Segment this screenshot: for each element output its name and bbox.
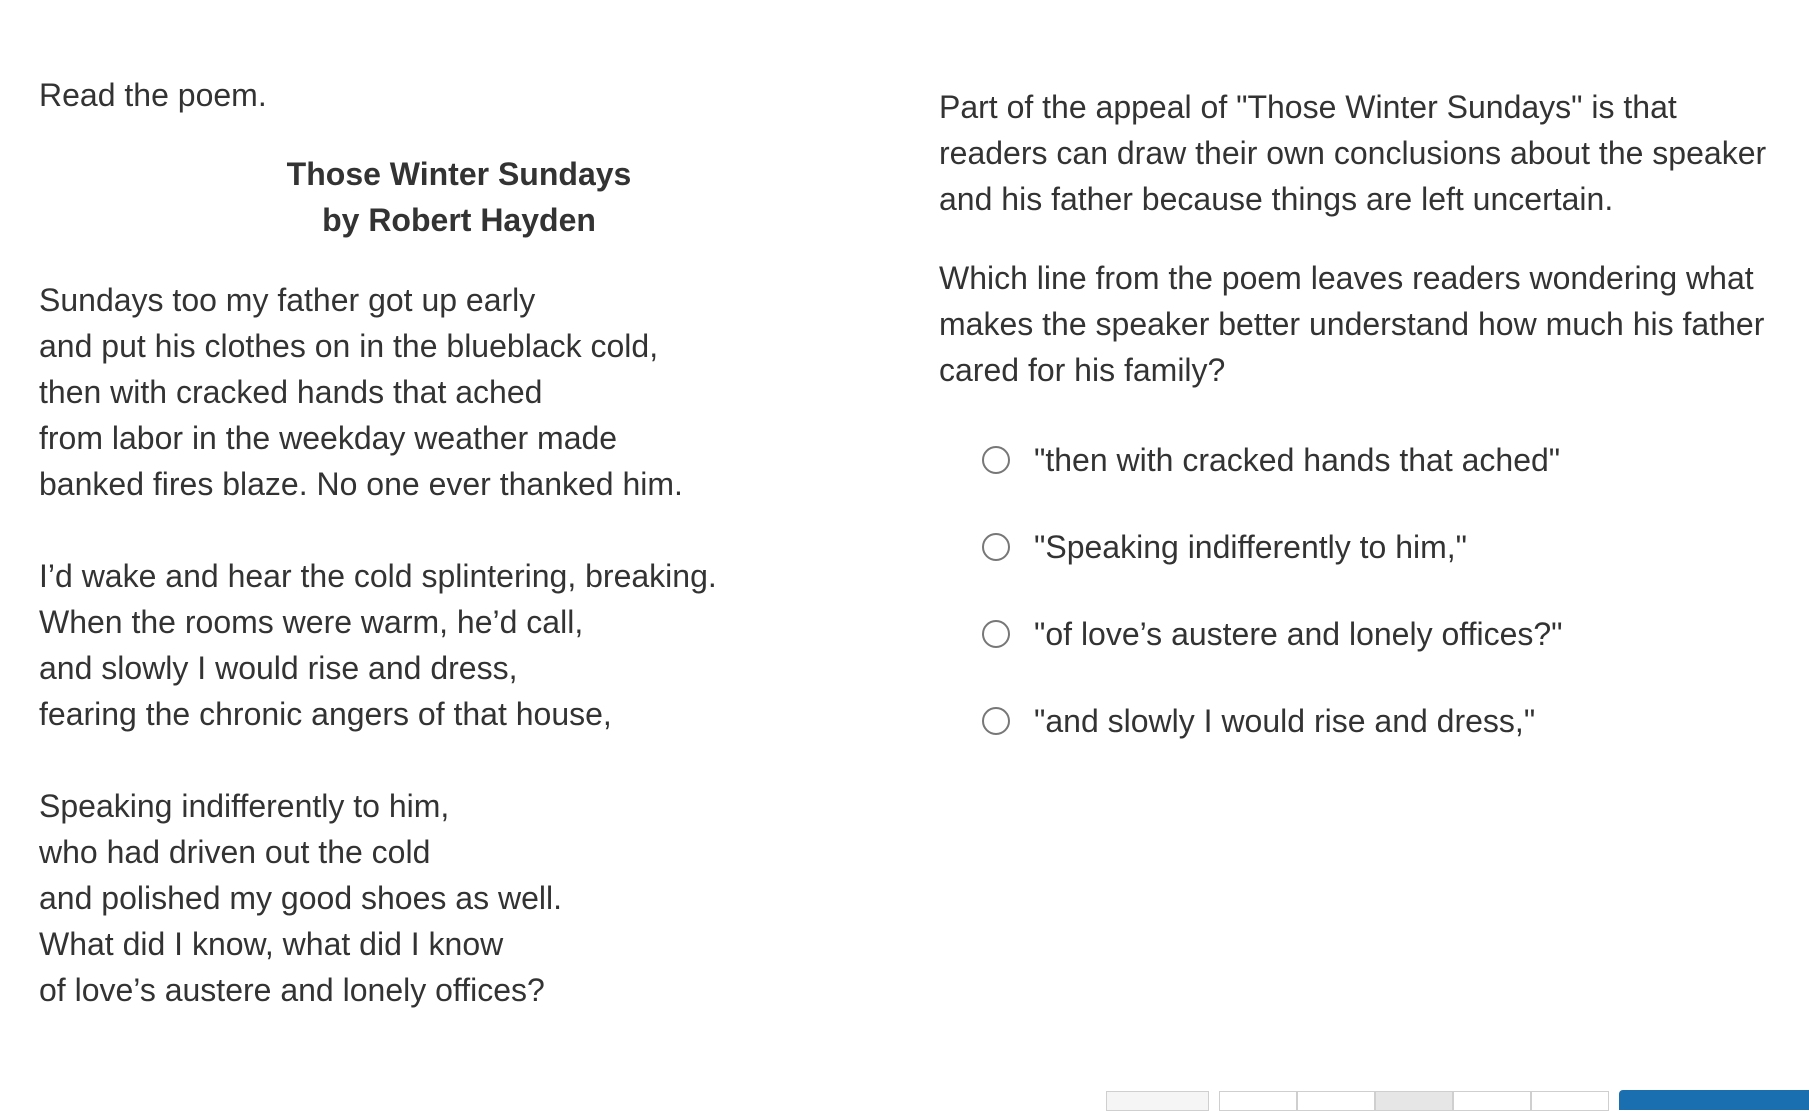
bottom-navigation-bar: [0, 1088, 1809, 1098]
poem-line: then with cracked hands that ached: [39, 374, 543, 410]
poem-line: fearing the chronic angers of that house,: [39, 696, 612, 732]
poem-line: banked fires blaze. No one ever thanked him.: [39, 466, 683, 502]
poem-line: of love’s austere and lonely offices?: [39, 972, 545, 1008]
poem-line: Speaking indifferently to him,: [39, 788, 450, 824]
poem-line: and polished my good shoes as well.: [39, 880, 562, 916]
radio-button[interactable]: [982, 533, 1010, 561]
answer-option-label[interactable]: "of love’s austere and lonely offices?": [1034, 616, 1563, 652]
poem-line: What did I know, what did I know: [39, 926, 504, 962]
previous-button[interactable]: [1106, 1091, 1209, 1111]
page-button-current[interactable]: [1375, 1091, 1453, 1111]
answer-option-label[interactable]: "and slowly I would rise and dress,": [1034, 703, 1536, 739]
answer-option-b[interactable]: [982, 524, 1769, 570]
poem-title: Those Winter Sundays: [286, 156, 632, 192]
radio-button[interactable]: [982, 620, 1010, 648]
poem-heading: [0, 151, 840, 243]
question-prompt: Which line from the poem leaves readers wondering what makes the speaker better understand how much his father cared for his family?: [939, 260, 1765, 388]
poem-line: and put his clothes on in the blueblack cold,: [39, 328, 659, 364]
submit-button[interactable]: [1619, 1090, 1809, 1110]
poem-line: who had driven out the cold: [39, 834, 431, 870]
passage-panel: [39, 72, 879, 1013]
answer-option-label[interactable]: "then with cracked hands that ached": [1034, 442, 1561, 478]
radio-button[interactable]: [982, 446, 1010, 474]
poem-line: Sundays too my father got up early: [39, 282, 536, 318]
answer-options: [939, 437, 1769, 744]
answer-option-c[interactable]: [982, 611, 1769, 657]
answer-option-label[interactable]: "Speaking indifferently to him,": [1034, 529, 1468, 565]
poem-byline: by Robert Hayden: [322, 202, 596, 238]
passage-instruction: Read the poem.: [39, 77, 267, 113]
page-button[interactable]: [1219, 1091, 1297, 1111]
question-panel: [939, 84, 1769, 785]
poem-stanza-3: [39, 783, 879, 1013]
poem-line: I’d wake and hear the cold splintering, breaking.: [39, 558, 717, 594]
poem-line: and slowly I would rise and dress,: [39, 650, 518, 686]
poem-line: from labor in the weekday weather made: [39, 420, 618, 456]
poem-line: When the rooms were warm, he’d call,: [39, 604, 584, 640]
answer-option-d[interactable]: [982, 698, 1769, 744]
poem-stanza-1: [39, 277, 879, 507]
page-button[interactable]: [1531, 1091, 1609, 1111]
page-button[interactable]: [1297, 1091, 1375, 1111]
answer-option-a[interactable]: [982, 437, 1769, 483]
poem-stanza-2: [39, 553, 879, 737]
page-button[interactable]: [1453, 1091, 1531, 1111]
radio-button[interactable]: [982, 707, 1010, 735]
question-context: Part of the appeal of "Those Winter Sundays" is that readers can draw their own conclusions about the speaker and his father because things are left uncertain.: [939, 89, 1767, 217]
